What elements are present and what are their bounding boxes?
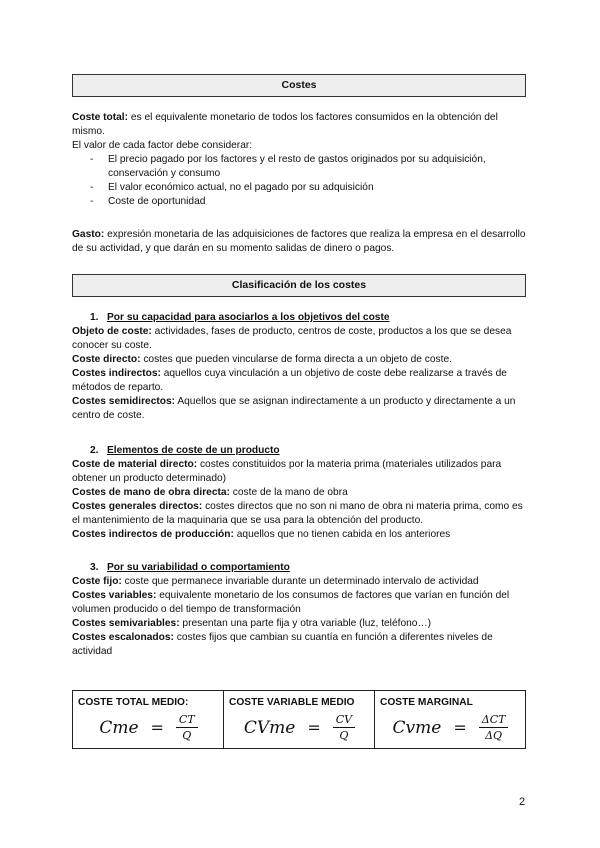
valor-list — [72, 153, 527, 209]
formula-cell-coste-variable-medio — [224, 691, 375, 749]
definition-item: Coste directo: costes que pueden vincularse de forma directa a un objeto de coste. — [72, 354, 452, 365]
section-heading: 3. Por su variabilidad o comportamiento — [90, 562, 290, 573]
section-2 — [72, 444, 527, 542]
definition-item: Costes indirectos de producción: aquellos que no tienen cabida en los anteriores — [72, 529, 451, 540]
page-number: 2 — [519, 796, 526, 808]
section-3 — [72, 561, 527, 659]
gasto-paragraph — [72, 228, 527, 256]
formulas-table — [72, 690, 526, 749]
gasto-term: Gasto: — [72, 229, 105, 240]
section-heading: 2. Elementos de coste de un producto — [90, 445, 280, 456]
list-item: - El valor económico actual, no el pagado por su adquisición — [72, 181, 527, 195]
equals-sign: = — [307, 717, 321, 737]
fraction-denominator: ΔQ — [485, 729, 503, 742]
fraction-denominator: Q — [182, 729, 192, 742]
definition-item: Coste de material directo: costes constituidos por la materia prima (materiales utilizados para obtener un producto determinado) — [72, 459, 502, 484]
formula — [229, 713, 370, 742]
coste-total-definition: es el equivalente monetario de todos los factores consumidos en la obtención del mismo. — [72, 112, 498, 137]
fraction — [479, 713, 509, 742]
coste-total-term: Coste total: — [72, 112, 129, 123]
gasto-definition: expresión monetaria de las adquisiciones de factores que realiza la empresa en el desarrollo de su actividad, y que darán en su momento salidas de dinero o pagos. — [72, 229, 526, 254]
definition-item: Objeto de coste: actividades, fases de producto, centros de coste, productos a los que se desea conocer su coste. — [72, 326, 512, 351]
formula-title: COSTE TOTAL MEDIO: — [78, 697, 189, 708]
definition-item: Coste fijo: coste que permanece invariable durante un determinado intervalo de actividad — [72, 576, 479, 587]
definition-item: Costes semidirectos: Aquellos que se asignan indirectamente a un producto y directamente a un centro de coste. — [72, 396, 516, 421]
page-title: Costes — [72, 74, 526, 97]
section-heading: 1. Por su capacidad para asociarlos a los objetivos del coste — [90, 312, 390, 323]
definition-item: Costes escalonados: costes fijos que cambian su cuantía en función a diferentes niveles de actividad — [72, 632, 493, 657]
valor-intro: El valor de cada factor debe considerar: — [72, 140, 253, 151]
list-item: - El precio pagado por los factores y el resto de gastos originados por su adquisición, conservación y consumo — [72, 153, 527, 181]
fraction — [176, 713, 198, 742]
formula — [380, 713, 521, 742]
definition-item: Costes variables: equivalente monetario de los consumos de factores que varían en función del volumen producido o del tiempo de transformación — [72, 590, 510, 615]
definition-item: Costes de mano de obra directa: coste de la mano de obra — [72, 487, 348, 498]
gasto-section — [72, 228, 527, 256]
formula-lhs: CVme — [243, 717, 296, 738]
list-item: - Coste de oportunidad — [72, 195, 527, 209]
fraction-denominator: Q — [339, 729, 349, 742]
definition-item: Costes semivariables: presentan una parte fija y otra variable (luz, teléfono…) — [72, 618, 432, 629]
definition-item: Costes indirectos: aquellos cuya vinculación a un objetivo de coste debe realizarse a través de métodos de reparto. — [72, 368, 507, 393]
formula — [78, 713, 219, 742]
clasificacion-title: Clasificación de los costes — [72, 274, 526, 297]
coste-total-paragraph — [72, 111, 527, 139]
section-1 — [72, 311, 527, 423]
fraction-numerator: ΔCT — [479, 713, 509, 728]
intro-section — [72, 111, 527, 209]
fraction-numerator: CT — [176, 713, 198, 728]
equals-sign: = — [453, 717, 467, 737]
formula-cell-coste-total-medio — [73, 691, 224, 749]
formula-cell-coste-marginal — [375, 691, 526, 749]
formula-lhs: Cvme — [392, 717, 442, 738]
formula-title: COSTE MARGINAL — [380, 697, 473, 708]
equals-sign: = — [150, 717, 164, 737]
definition-item: Costes generales directos: costes directos que no son ni mano de obra ni materia prima, como es el mantenimiento de la maquinaria que se usa para la obtención del producto. — [72, 501, 523, 526]
formula-lhs: Cme — [99, 717, 139, 738]
fraction-numerator: CV — [333, 713, 355, 728]
fraction — [333, 713, 355, 742]
formula-title: COSTE VARIABLE MEDIO — [229, 697, 355, 708]
